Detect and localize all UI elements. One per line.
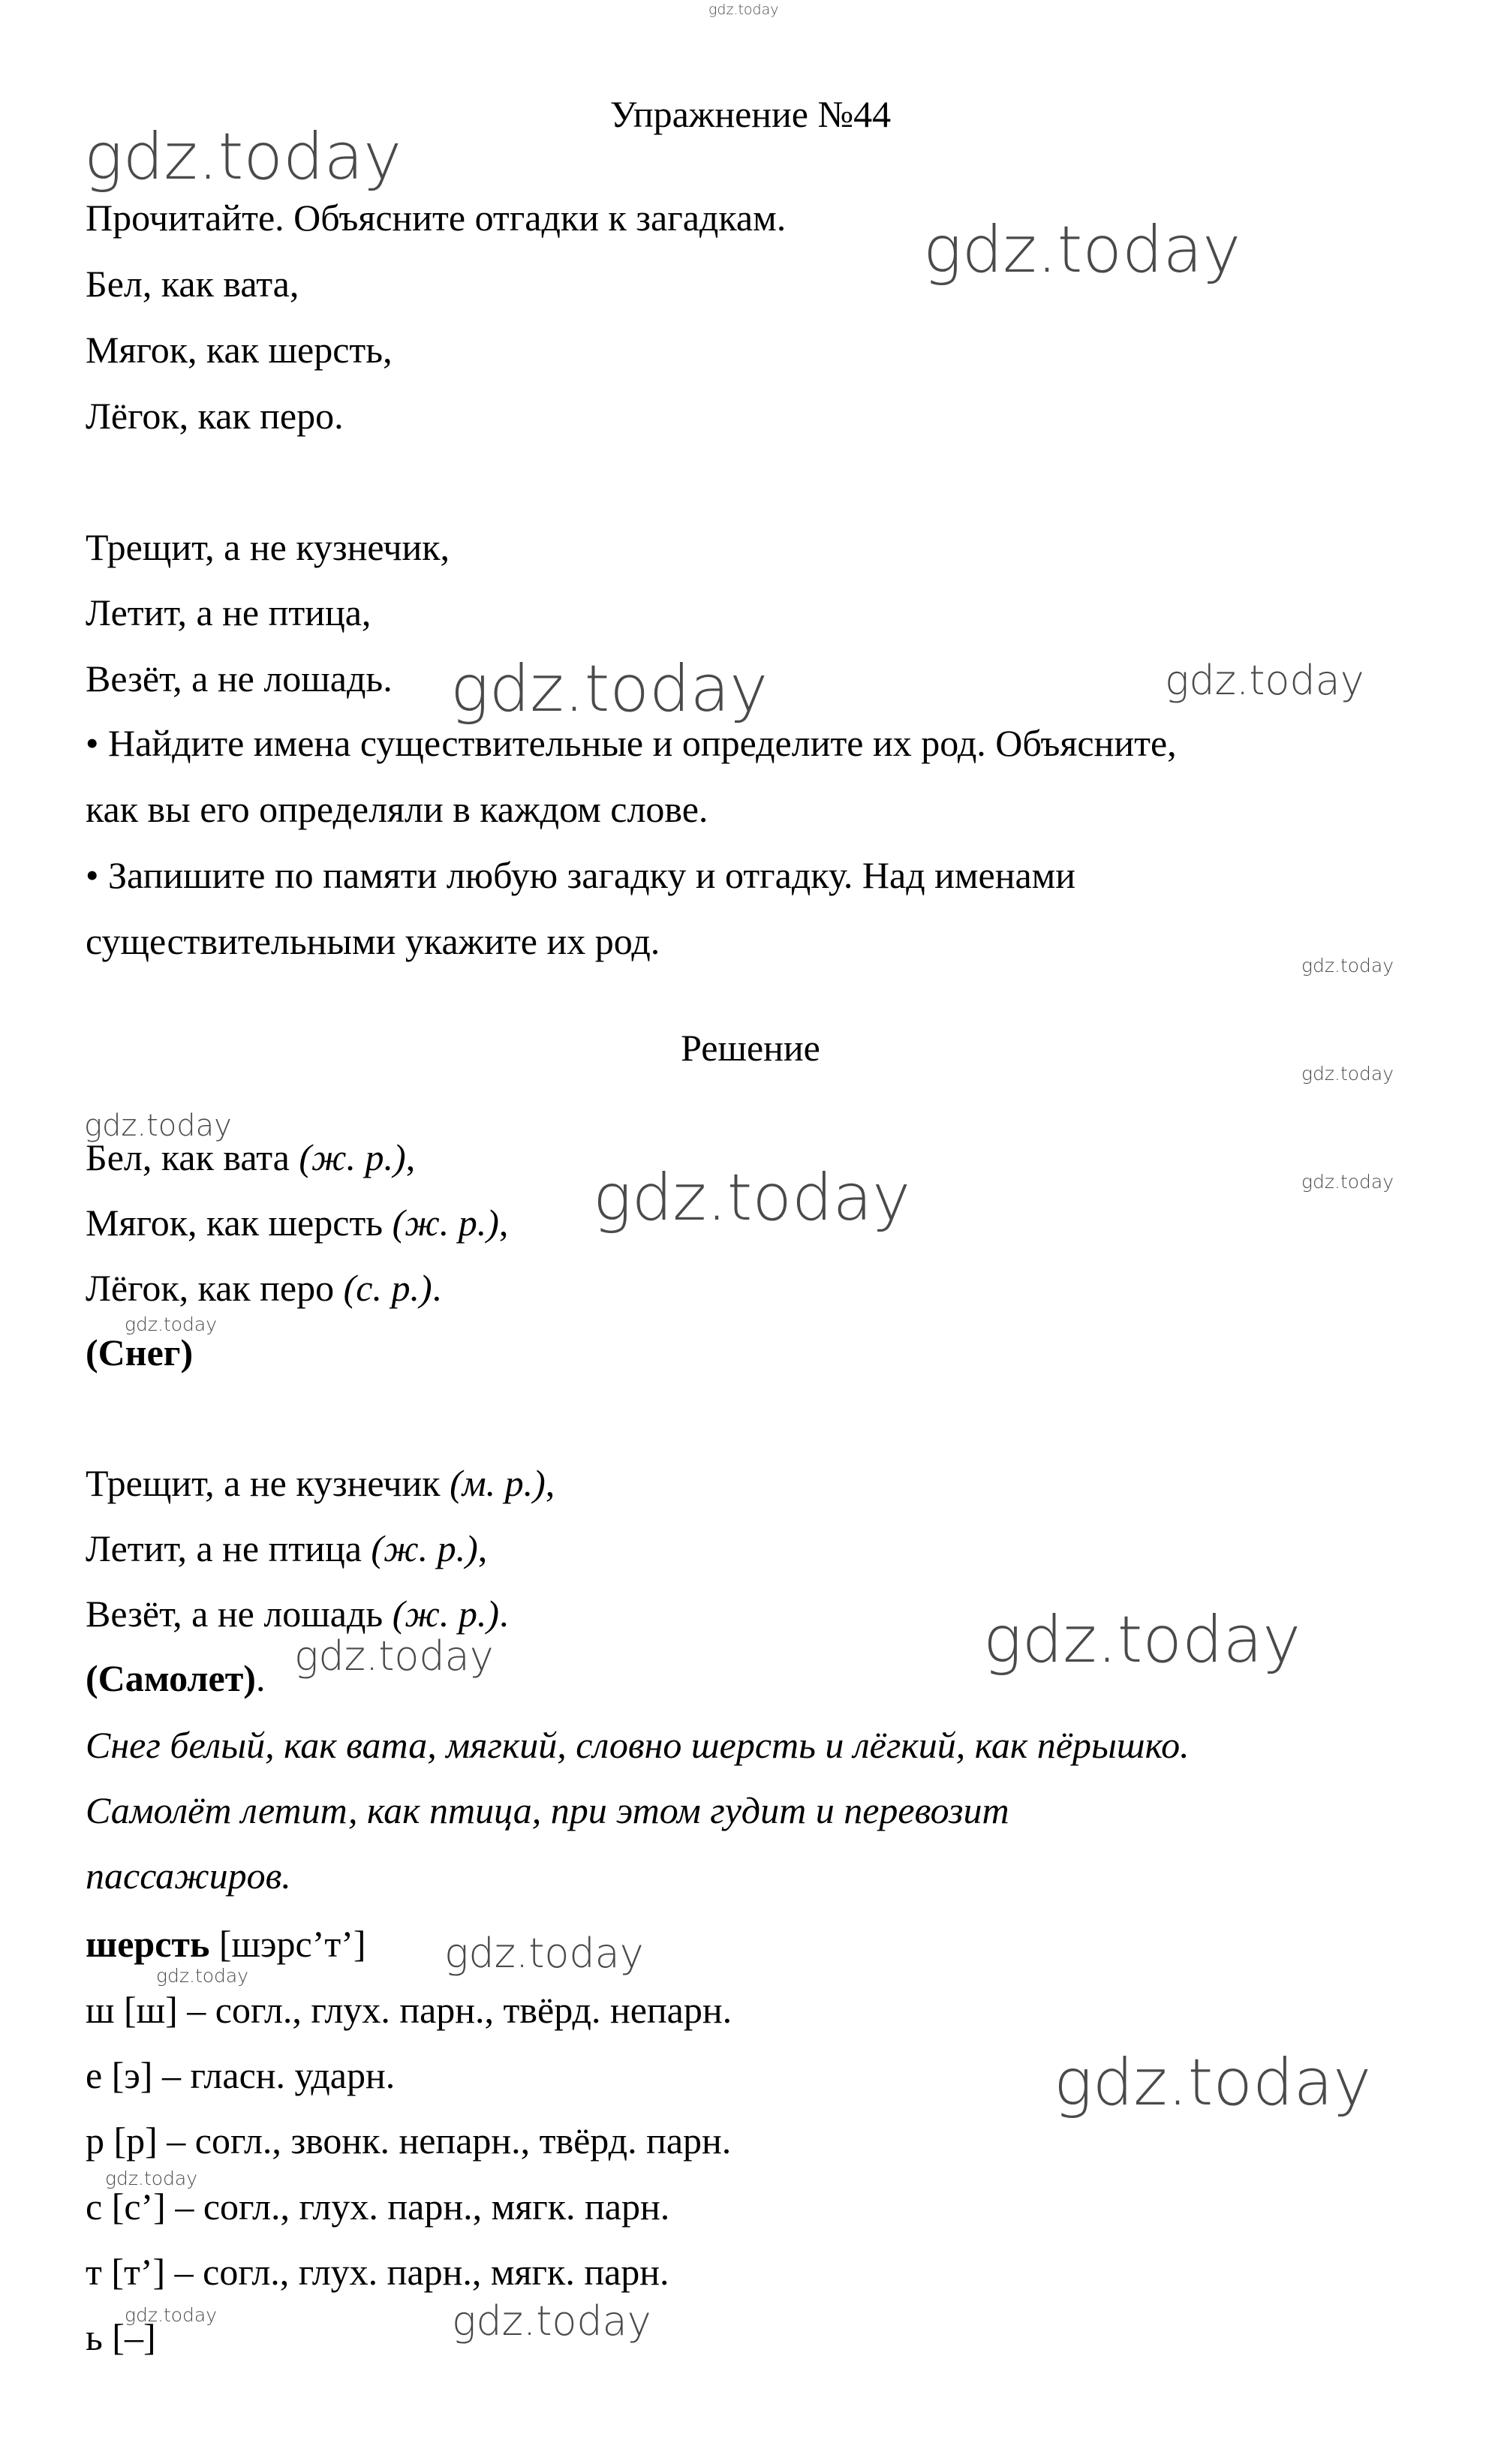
watermark: gdz.today — [708, 2, 779, 18]
solution-riddle-line — [86, 1591, 509, 1636]
solution-heading: Решение — [681, 1027, 820, 1069]
line-end: , — [405, 1136, 416, 1178]
watermark: gdz.today — [1301, 1063, 1394, 1085]
riddle-text: Бел, как вата — [86, 1136, 299, 1178]
watermark: gdz.today — [452, 2297, 651, 2345]
task-line: • Запишите по памяти любую загадку и отгадку. Над именами — [86, 854, 1076, 896]
watermark: gdz.today — [125, 1313, 218, 1335]
gender-mark: (с. р.) — [343, 1267, 432, 1309]
watermark: gdz.today — [593, 1160, 911, 1235]
sound-line: с [с’] – согл., глух. парн., мягк. парн. — [86, 2186, 670, 2228]
watermark: gdz.today — [1054, 2045, 1372, 2120]
riddle-line: Везёт, а не лошадь. — [86, 657, 393, 699]
gender-mark: (ж. р.) — [371, 1527, 478, 1569]
gender-mark: (ж. р.) — [392, 1593, 500, 1635]
explanation-line: Снег белый, как вата, мягкий, словно шерсть и лёгкий, как пёрышко. — [86, 1724, 1190, 1766]
phonetic-word: шерсть — [86, 1923, 210, 1965]
task-line: • Найдите имена существительные и определите их род. Объясните, — [86, 722, 1177, 764]
watermark: gdz.today — [156, 1965, 249, 1987]
solution-riddle-line — [86, 1135, 415, 1180]
solution-riddle-line — [86, 1461, 555, 1506]
watermark: gdz.today — [923, 212, 1241, 287]
sound-line: р [р] – согл., звонк. непарн., твёрд. парн. — [86, 2120, 732, 2162]
solution-riddle-line — [86, 1200, 508, 1245]
watermark: gdz.today — [450, 651, 769, 727]
watermark: gdz.today — [84, 119, 402, 194]
sound-line: т [т’] – согл., глух. парн., мягк. парн. — [86, 2251, 669, 2293]
riddle-text: Летит, а не птица — [86, 1527, 372, 1569]
sound-line: е [э] – гласн. ударн. — [86, 2054, 396, 2096]
exercise-title: Упражнение №44 — [609, 93, 892, 135]
riddle-text: Трещит, а не кузнечик — [86, 1462, 450, 1504]
riddle-text: Лёгок, как перо — [86, 1267, 344, 1309]
watermark: gdz.today — [125, 2304, 218, 2326]
gender-mark: (ж. р.) — [299, 1136, 406, 1178]
watermark: gdz.today — [983, 1602, 1301, 1677]
phonetic-transcription: [шэрс’т’] — [209, 1923, 366, 1965]
line-end: . — [432, 1267, 442, 1309]
riddle-line: Бел, как вата, — [86, 263, 299, 305]
line-end: . — [255, 1657, 266, 1699]
phonetic-heading — [86, 1921, 366, 1966]
sound-line: ь [–] — [86, 2316, 156, 2358]
answer-plane: (Самолет) — [86, 1657, 256, 1699]
watermark: gdz.today — [1301, 955, 1394, 976]
task-line: существительными укажите их род. — [86, 920, 660, 962]
explanation-line: Самолёт летит, как птица, при этом гудит и перевозит — [86, 1789, 1009, 1831]
solution-riddle-line — [86, 1265, 441, 1310]
answer-snow: (Снег) — [86, 1331, 194, 1373]
answer-plane-line — [86, 1656, 265, 1701]
watermark: gdz.today — [294, 1632, 494, 1680]
watermark: gdz.today — [1301, 1171, 1394, 1193]
sound-line: ш [ш] – согл., глух. парн., твёрд. непарн. — [86, 1989, 732, 2031]
explanation-line: пассажиров. — [86, 1855, 291, 1897]
line-end: , — [477, 1527, 488, 1569]
line-end: , — [498, 1202, 509, 1244]
watermark: gdz.today — [1165, 657, 1364, 704]
gender-mark: (м. р.) — [450, 1462, 546, 1504]
riddle-text: Мягок, как шерсть — [86, 1202, 393, 1244]
exercise-instruction: Прочитайте. Объясните отгадки к загадкам. — [86, 197, 787, 239]
riddle-text: Везёт, а не лошадь — [86, 1593, 393, 1635]
solution-riddle-line — [86, 1526, 487, 1571]
riddle-line: Мягок, как шерсть, — [86, 329, 393, 371]
watermark: gdz.today — [84, 1109, 232, 1143]
gender-mark: (ж. р.) — [392, 1202, 499, 1244]
riddle-line: Лёгок, как перо. — [86, 395, 344, 437]
riddle-line: Трещит, а не кузнечик, — [86, 526, 450, 568]
line-end: , — [545, 1462, 555, 1504]
watermark: gdz.today — [444, 1930, 644, 1977]
task-line: как вы его определяли в каждом слове. — [86, 788, 708, 830]
riddle-line: Летит, а не птица, — [86, 591, 372, 633]
watermark: gdz.today — [105, 2168, 198, 2189]
line-end: . — [499, 1593, 509, 1635]
